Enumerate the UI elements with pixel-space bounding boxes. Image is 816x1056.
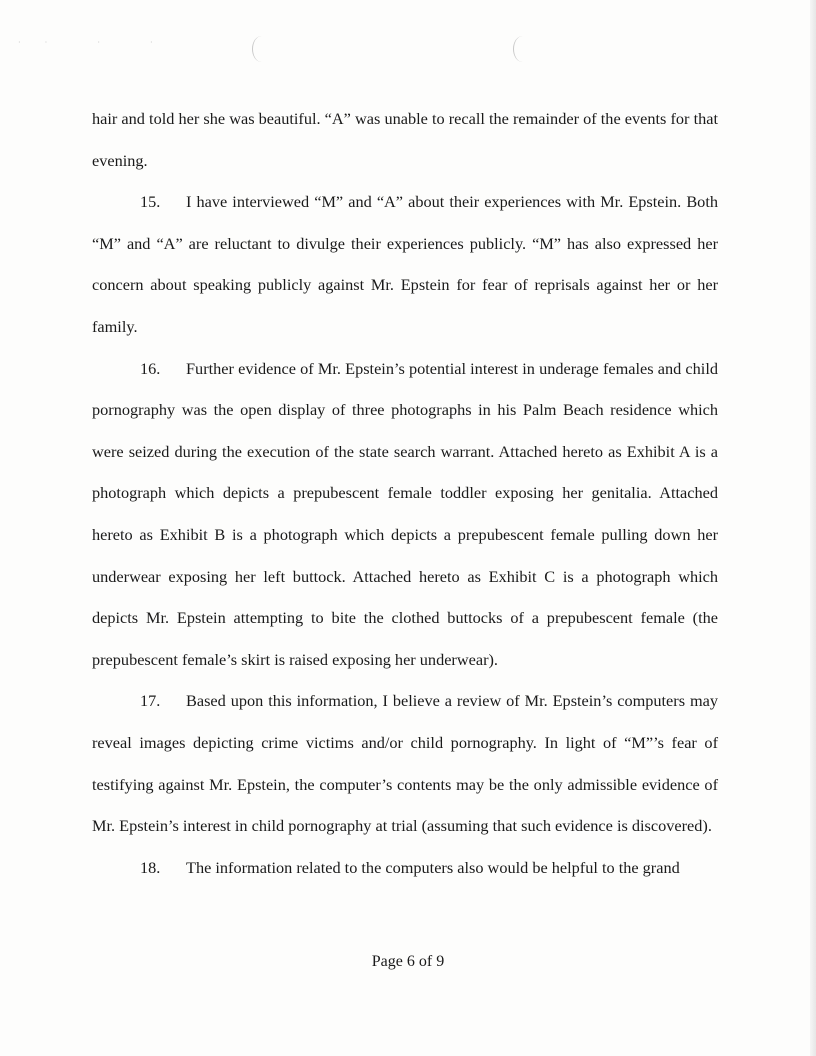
punch-hole-mark-right [513,36,532,62]
paragraph-number: 16. [140,358,161,378]
paragraph-number: 18. [140,857,161,877]
paragraph-text: Further evidence of Mr. Epstein’s potential interest in underage females and child pornography was the open display of three photographs in his Palm Beach residence which were seized during the execution of the state search warrant. Attached hereto as Exhibit A is a photograph which depicts a prepubescent female toddler exposing her genitalia. Attached hereto as Exhibit B is a photograph which depicts a prepubescent female pulling down her underwear exposing her left buttock. Attached hereto as Exhibit C is a photograph which depicts Mr. Epstein attempting to bite the clothed buttocks of a prepubescent female (the prepubescent female’s skirt is raised exposing her underwear). [92,358,718,669]
page-number-footer: Page 6 of 9 [371,953,445,970]
paragraph-number: 17. [140,691,161,711]
paragraph-text: Based upon this information, I believe a review of Mr. Epstein’s computers may reveal images depicting crime victims and/or child pornography. In light of “M”’s fear of testifying against Mr. Epstein, the computer’s contents may be the only admissible evidence of Mr. Epstein’s interest in child pornography at trial (assuming that such evidence is discovered). [92,691,718,836]
paragraph-15 [92,181,718,347]
paragraph-17 [92,680,718,846]
scan-specks: ·· · · [18,38,177,47]
paragraph-text: The information related to the computers also would be helpful to the grand [186,857,680,877]
paragraph-text: hair and told her she was beautiful. “A” was unable to recall the remainder of the events for that evening. [92,109,718,170]
paragraph-number: 15. [140,192,161,212]
paragraph-continuation [92,98,718,181]
paragraph-18 [92,847,718,889]
page-edge-shadow [810,0,816,1056]
paragraph-text: I have interviewed “M” and “A” about their experiences with Mr. Epstein. Both “M” and “A” are reluctant to divulge their experiences publicly. “M” has also expressed her concern about speaking publicly against Mr. Epstein for fear of reprisals against her or her family. [92,192,718,336]
paragraph-16 [92,348,718,681]
document-body [92,98,718,888]
punch-hole-mark-left [252,36,271,62]
